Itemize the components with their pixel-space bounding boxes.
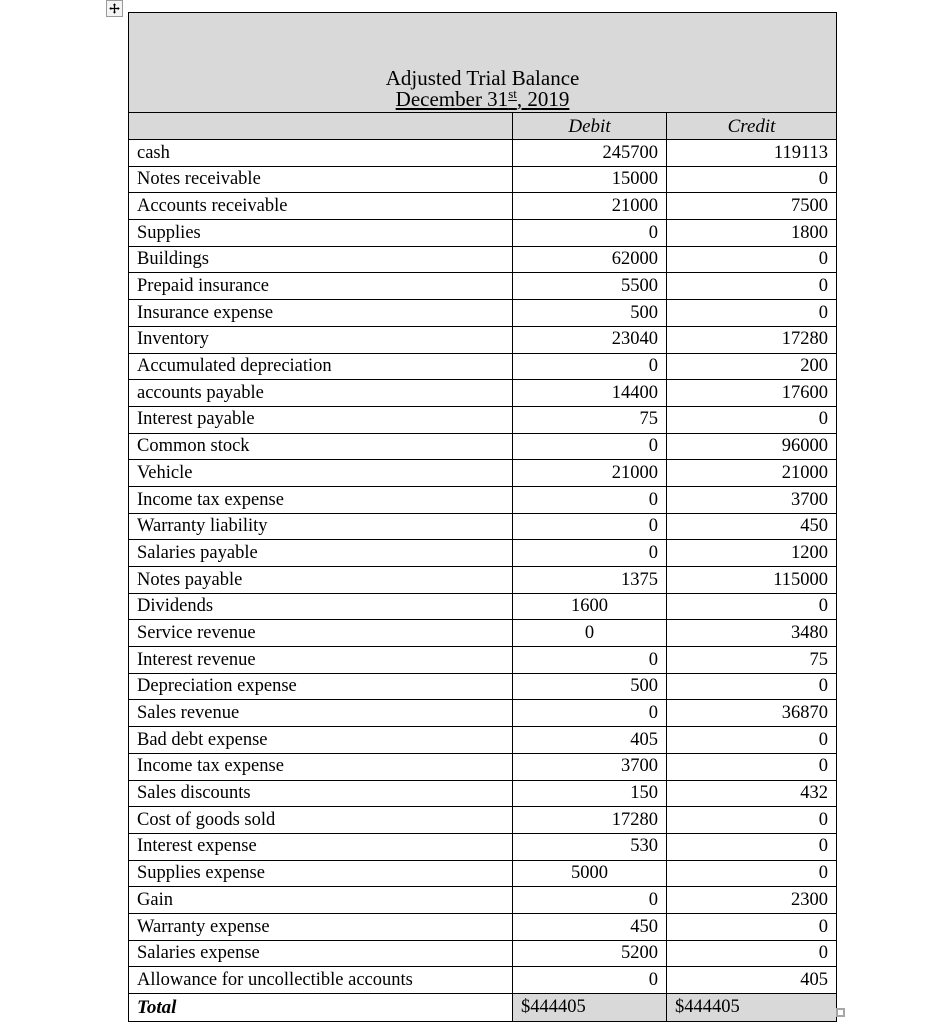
column-header-credit: Credit (667, 113, 837, 140)
account-name-cell: Salaries payable (129, 540, 513, 567)
account-name-cell: Income tax expense (129, 753, 513, 780)
account-name-cell: Accounts receivable (129, 193, 513, 220)
table-row (129, 486, 837, 513)
credit-value-cell: 0 (667, 593, 837, 620)
debit-value-cell: 0 (513, 433, 667, 460)
debit-value-cell: 21000 (513, 460, 667, 487)
table-row (129, 967, 837, 994)
credit-value-cell: 1800 (667, 220, 837, 247)
debit-value-cell: 0 (513, 513, 667, 540)
account-name-cell: Gain (129, 887, 513, 914)
table-row (129, 780, 837, 807)
debit-value-cell: 0 (513, 700, 667, 727)
credit-value-cell: 0 (667, 860, 837, 887)
table-row (129, 246, 837, 273)
credit-value-cell: 0 (667, 166, 837, 193)
debit-value-cell: 0 (513, 220, 667, 247)
table-row (129, 833, 837, 860)
debit-value-cell: 14400 (513, 380, 667, 407)
credit-value-cell: 0 (667, 913, 837, 940)
table-row (129, 220, 837, 247)
credit-value-cell: 405 (667, 967, 837, 994)
table-row (129, 300, 837, 327)
table-title-row (129, 13, 837, 113)
table-row (129, 727, 837, 754)
column-header-row (129, 113, 837, 140)
account-name-cell: Warranty liability (129, 513, 513, 540)
credit-value-cell: 119113 (667, 140, 837, 167)
table-move-handle[interactable] (106, 0, 123, 17)
credit-value-cell: 96000 (667, 433, 837, 460)
table-row (129, 273, 837, 300)
table-row (129, 513, 837, 540)
debit-value-cell: 1375 (513, 567, 667, 594)
account-name-cell: Interest revenue (129, 647, 513, 674)
title-date-suffix: , 2019 (516, 87, 570, 111)
account-name-cell: Income tax expense (129, 486, 513, 513)
title-date-prefix: December 31 (395, 87, 509, 111)
credit-value-cell: 0 (667, 940, 837, 967)
debit-value-cell: 530 (513, 833, 667, 860)
account-name-cell: Prepaid insurance (129, 273, 513, 300)
account-name-cell: Sales revenue (129, 700, 513, 727)
account-name-cell: Supplies (129, 220, 513, 247)
table-row (129, 700, 837, 727)
account-name-cell: Notes payable (129, 567, 513, 594)
table-row (129, 567, 837, 594)
table-row (129, 940, 837, 967)
account-name-cell: Notes receivable (129, 166, 513, 193)
debit-value-cell: 450 (513, 913, 667, 940)
debit-value-cell: 0 (513, 486, 667, 513)
account-name-cell: Insurance expense (129, 300, 513, 327)
column-header-debit: Debit (513, 113, 667, 140)
account-name-cell: Bad debt expense (129, 727, 513, 754)
debit-value-cell: 500 (513, 300, 667, 327)
account-name-cell: Cost of goods sold (129, 807, 513, 834)
table-total-row (129, 994, 837, 1022)
debit-value-cell: 21000 (513, 193, 667, 220)
table-body (129, 13, 837, 1022)
account-name-cell: Warranty expense (129, 913, 513, 940)
debit-value-cell: 0 (513, 620, 667, 647)
account-name-cell: cash (129, 140, 513, 167)
account-name-cell: Interest payable (129, 406, 513, 433)
total-debit-value: $444405 (513, 994, 667, 1022)
table-row (129, 673, 837, 700)
title-date-ordinal: st (508, 86, 517, 101)
debit-value-cell: 5200 (513, 940, 667, 967)
debit-value-cell: 245700 (513, 140, 667, 167)
account-name-cell: Sales discounts (129, 780, 513, 807)
account-name-cell: accounts payable (129, 380, 513, 407)
table-row (129, 140, 837, 167)
table-row (129, 887, 837, 914)
credit-value-cell: 17600 (667, 380, 837, 407)
table-row (129, 460, 837, 487)
title-primary: Adjusted Trial Balance (385, 66, 580, 90)
table-row (129, 326, 837, 353)
debit-value-cell: 62000 (513, 246, 667, 273)
table-row (129, 753, 837, 780)
account-name-cell: Buildings (129, 246, 513, 273)
column-header-account (129, 113, 513, 140)
table-row (129, 860, 837, 887)
table-row (129, 406, 837, 433)
debit-value-cell: 5500 (513, 273, 667, 300)
account-name-cell: Inventory (129, 326, 513, 353)
table-row (129, 380, 837, 407)
table-row (129, 540, 837, 567)
credit-value-cell: 432 (667, 780, 837, 807)
table-row (129, 913, 837, 940)
table-row (129, 166, 837, 193)
debit-value-cell: 0 (513, 353, 667, 380)
credit-value-cell: 21000 (667, 460, 837, 487)
table-row (129, 193, 837, 220)
account-name-cell: Dividends (129, 593, 513, 620)
credit-value-cell: 0 (667, 406, 837, 433)
credit-value-cell: 0 (667, 807, 837, 834)
page-title (129, 13, 837, 113)
credit-value-cell: 0 (667, 753, 837, 780)
credit-value-cell: 3480 (667, 620, 837, 647)
debit-value-cell: 3700 (513, 753, 667, 780)
account-name-cell: Salaries expense (129, 940, 513, 967)
move-cross-icon (109, 3, 120, 14)
account-name-cell: Supplies expense (129, 860, 513, 887)
credit-value-cell: 0 (667, 673, 837, 700)
credit-value-cell: 450 (667, 513, 837, 540)
account-name-cell: Depreciation expense (129, 673, 513, 700)
credit-value-cell: 0 (667, 273, 837, 300)
debit-value-cell: 500 (513, 673, 667, 700)
table-row (129, 620, 837, 647)
total-credit-value: $444405 (667, 994, 837, 1022)
account-name-cell: Service revenue (129, 620, 513, 647)
debit-value-cell: 0 (513, 967, 667, 994)
credit-value-cell: 7500 (667, 193, 837, 220)
table-row (129, 593, 837, 620)
debit-value-cell: 23040 (513, 326, 667, 353)
debit-value-cell: 0 (513, 887, 667, 914)
debit-value-cell: 150 (513, 780, 667, 807)
table-row (129, 433, 837, 460)
table-row (129, 647, 837, 674)
trial-balance-table-wrapper (128, 12, 836, 1022)
credit-value-cell: 0 (667, 727, 837, 754)
title-date (135, 86, 830, 111)
credit-value-cell: 17280 (667, 326, 837, 353)
account-name-cell: Common stock (129, 433, 513, 460)
account-name-cell: Accumulated depreciation (129, 353, 513, 380)
table-row (129, 807, 837, 834)
credit-value-cell: 75 (667, 647, 837, 674)
adjusted-trial-balance-table (128, 12, 837, 1022)
debit-value-cell: 5000 (513, 860, 667, 887)
debit-value-cell: 1600 (513, 593, 667, 620)
credit-value-cell: 0 (667, 246, 837, 273)
table-resize-handle[interactable] (836, 1008, 845, 1017)
debit-value-cell: 0 (513, 647, 667, 674)
credit-value-cell: 115000 (667, 567, 837, 594)
debit-value-cell: 17280 (513, 807, 667, 834)
debit-value-cell: 0 (513, 540, 667, 567)
credit-value-cell: 36870 (667, 700, 837, 727)
debit-value-cell: 75 (513, 406, 667, 433)
credit-value-cell: 2300 (667, 887, 837, 914)
credit-value-cell: 0 (667, 300, 837, 327)
table-row (129, 353, 837, 380)
credit-value-cell: 1200 (667, 540, 837, 567)
account-name-cell: Interest expense (129, 833, 513, 860)
total-label: Total (129, 994, 513, 1022)
debit-value-cell: 15000 (513, 166, 667, 193)
account-name-cell: Vehicle (129, 460, 513, 487)
credit-value-cell: 200 (667, 353, 837, 380)
account-name-cell: Allowance for uncollectible accounts (129, 967, 513, 994)
credit-value-cell: 3700 (667, 486, 837, 513)
debit-value-cell: 405 (513, 727, 667, 754)
credit-value-cell: 0 (667, 833, 837, 860)
